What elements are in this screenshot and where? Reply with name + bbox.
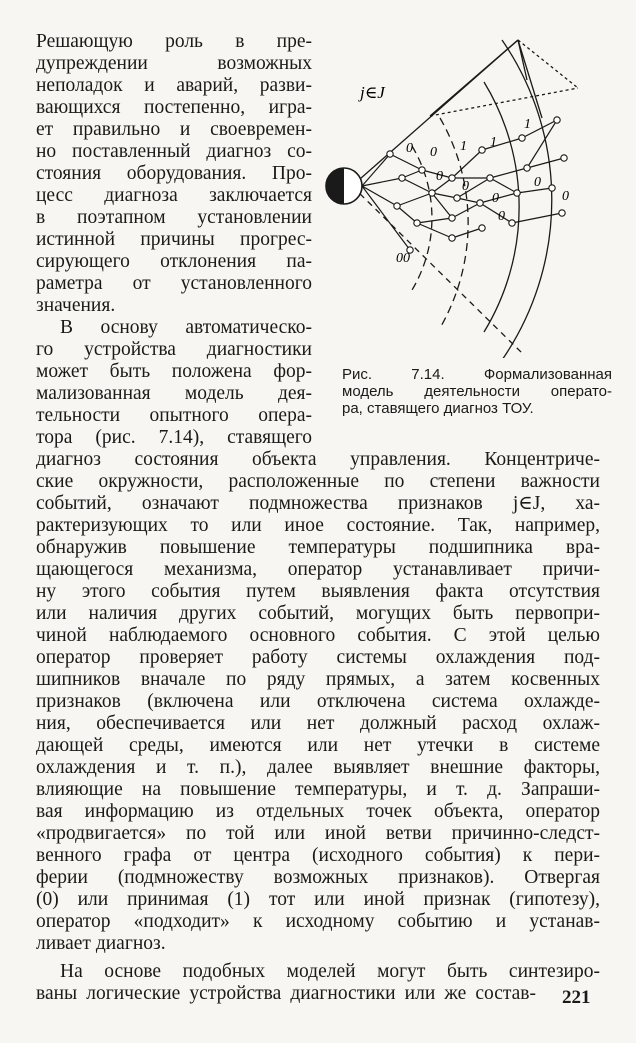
graph-node: [449, 175, 455, 181]
graph-node: [509, 220, 515, 226]
figure-caption-line: Рис. 7.14. Формализованная: [342, 366, 612, 383]
graph-node: [429, 190, 435, 196]
graph-node-label: 0: [436, 169, 443, 184]
graph-node-label: 0: [562, 189, 569, 204]
graph-node: [414, 220, 420, 226]
graph-node: [477, 200, 483, 206]
arc-3: [484, 82, 519, 332]
diagnosis-model-figure: [312, 28, 612, 358]
graph-node: [561, 155, 567, 161]
text-line: дающей среды, имеются или нет утечки в системе: [36, 735, 600, 756]
graph-node-label: 0: [498, 209, 505, 224]
graph-edge: [452, 228, 482, 238]
graph-node: [449, 235, 455, 241]
text-line: На основе подобных моделей могут быть синтезиро-: [60, 961, 600, 982]
graph-node-label: 0: [534, 175, 541, 190]
text-line: тельности опытного опера-: [36, 405, 312, 426]
graph-node: [549, 185, 555, 191]
graph-node: [449, 215, 455, 221]
graph-node: [399, 175, 405, 181]
text-line: стояния оборудования. Про-: [36, 163, 312, 184]
sector-edge-bottom: [352, 186, 522, 353]
graph-edge: [362, 186, 397, 206]
set-label: j∈J: [360, 83, 385, 102]
graph-node-label: 0: [462, 179, 469, 194]
graph-node: [454, 195, 460, 201]
text-line: ские окружности, расположенные по степени важности: [36, 471, 600, 492]
text-line: цесс диагноза заключается: [36, 185, 312, 206]
text-line: событий, означают подмножества признаков j∈J, ха-: [36, 493, 600, 514]
text-line: ния, обеспечивается или нет должный расход охлаж-: [36, 713, 600, 734]
graph-edge: [417, 218, 452, 223]
graph-node-label: 0: [406, 141, 413, 156]
text-line: го устройства диагностики: [36, 339, 312, 360]
text-line: оператор «подходит» к исходному событию и устанав-: [36, 911, 600, 932]
figure-caption-line: ра, ставящего диагноз ТОУ.: [342, 400, 534, 417]
graph-edge: [490, 168, 527, 178]
graph-node-label: 00: [396, 251, 410, 266]
graph-node: [419, 167, 425, 173]
graph-edge: [482, 138, 522, 150]
text-line: ет правильно и своевремен-: [36, 119, 312, 140]
graph-node: [479, 225, 485, 231]
text-line: ферии (подмножеству возможных признаков). Отвергая: [36, 867, 600, 888]
text-line: шипников вначале по ряду прямых, а затем косвенных: [36, 669, 600, 690]
graph-node: [514, 190, 520, 196]
graph-node: [394, 203, 400, 209]
graph-node: [487, 175, 493, 181]
text-line: но поставленный диагноз со-: [36, 141, 312, 162]
graph-edge: [362, 186, 410, 250]
text-line: рактеризующих то или иное состояние. Так, например,: [36, 515, 600, 536]
text-line: обнаружив повышение температуры подшипника вра-: [36, 537, 600, 558]
text-line: вая информацию из отдельных точек объекта, оператор: [36, 801, 600, 822]
text-line: сирующего отклонения па-: [36, 251, 312, 272]
text-line: может быть положена фор-: [36, 361, 312, 382]
graph-node: [554, 117, 560, 123]
text-line: неполадок и аварий, разви-: [36, 75, 312, 96]
figure-caption-line: модель деятельности операто-: [342, 383, 612, 400]
graph-node: [559, 210, 565, 216]
graph-node-label: 0: [492, 191, 499, 206]
graph-node-label: 0: [430, 145, 437, 160]
text-line: диагноз состояния объекта управления. Концентриче-: [36, 449, 600, 470]
graph-edge: [452, 203, 480, 218]
text-line: вающихся постепенно, игра-: [36, 97, 312, 118]
text-line: чиной наблюдаемого основного события. С этой целью: [36, 625, 600, 646]
graph-node: [519, 135, 525, 141]
page-number: 221: [562, 987, 591, 1008]
text-line: влияющие на повышение температуры, и т. д. Запраши-: [36, 779, 600, 800]
graph-node: [387, 151, 393, 157]
arc-outer: [502, 40, 552, 358]
text-line: ливает диагноз.: [36, 933, 166, 954]
graph-node-label: 1: [460, 139, 467, 154]
text-line: В основу автоматическо-: [60, 317, 312, 338]
text-line: ваны логические устройства диагностики или же состав-: [36, 983, 536, 1004]
text-line: оператор проверяет работу системы охлаждения под-: [36, 647, 600, 668]
text-line: в поэтапном установлении: [36, 207, 312, 228]
text-line: тора (рис. 7.14), ставящего: [36, 427, 312, 448]
graph-edge: [397, 206, 417, 223]
text-line: Решающую роль в пре-: [36, 31, 312, 52]
text-line: щающегося механизма, оператор устанавливает причи-: [36, 559, 600, 580]
text-line: признаков (включена или отключена система охлажде-: [36, 691, 600, 712]
text-line: или наличия других событий, могущих быть первопри-: [36, 603, 600, 624]
graph-edge: [390, 154, 422, 170]
text-line: истинной причины прогрес-: [36, 229, 312, 250]
graph-node-label: 1: [524, 117, 531, 132]
text-line: ну этого события путем выявления факта отсутствия: [36, 581, 600, 602]
text-line: мализованная модель дея-: [36, 383, 312, 404]
text-line: «продвигается» по той или иной ветви причинно-следст-: [36, 823, 600, 844]
text-line: охлаждения и т. п.), далее выявляет внешние факторы,: [36, 757, 600, 778]
graph-edge: [397, 193, 432, 206]
graph-node: [524, 165, 530, 171]
text-line: венного графа от центра (исходного события) к пери-: [36, 845, 600, 866]
graph-node-label: 1: [490, 135, 497, 150]
text-line: значения.: [36, 295, 116, 316]
text-line: (0) или принимая (1) тот или иной признак (гипотезу),: [36, 889, 600, 910]
text-line: раметра от установленного: [36, 273, 312, 294]
graph-edge: [480, 203, 512, 223]
text-line: дупреждении возможных: [36, 53, 312, 74]
graph-edge: [417, 223, 452, 238]
graph-node: [479, 147, 485, 153]
